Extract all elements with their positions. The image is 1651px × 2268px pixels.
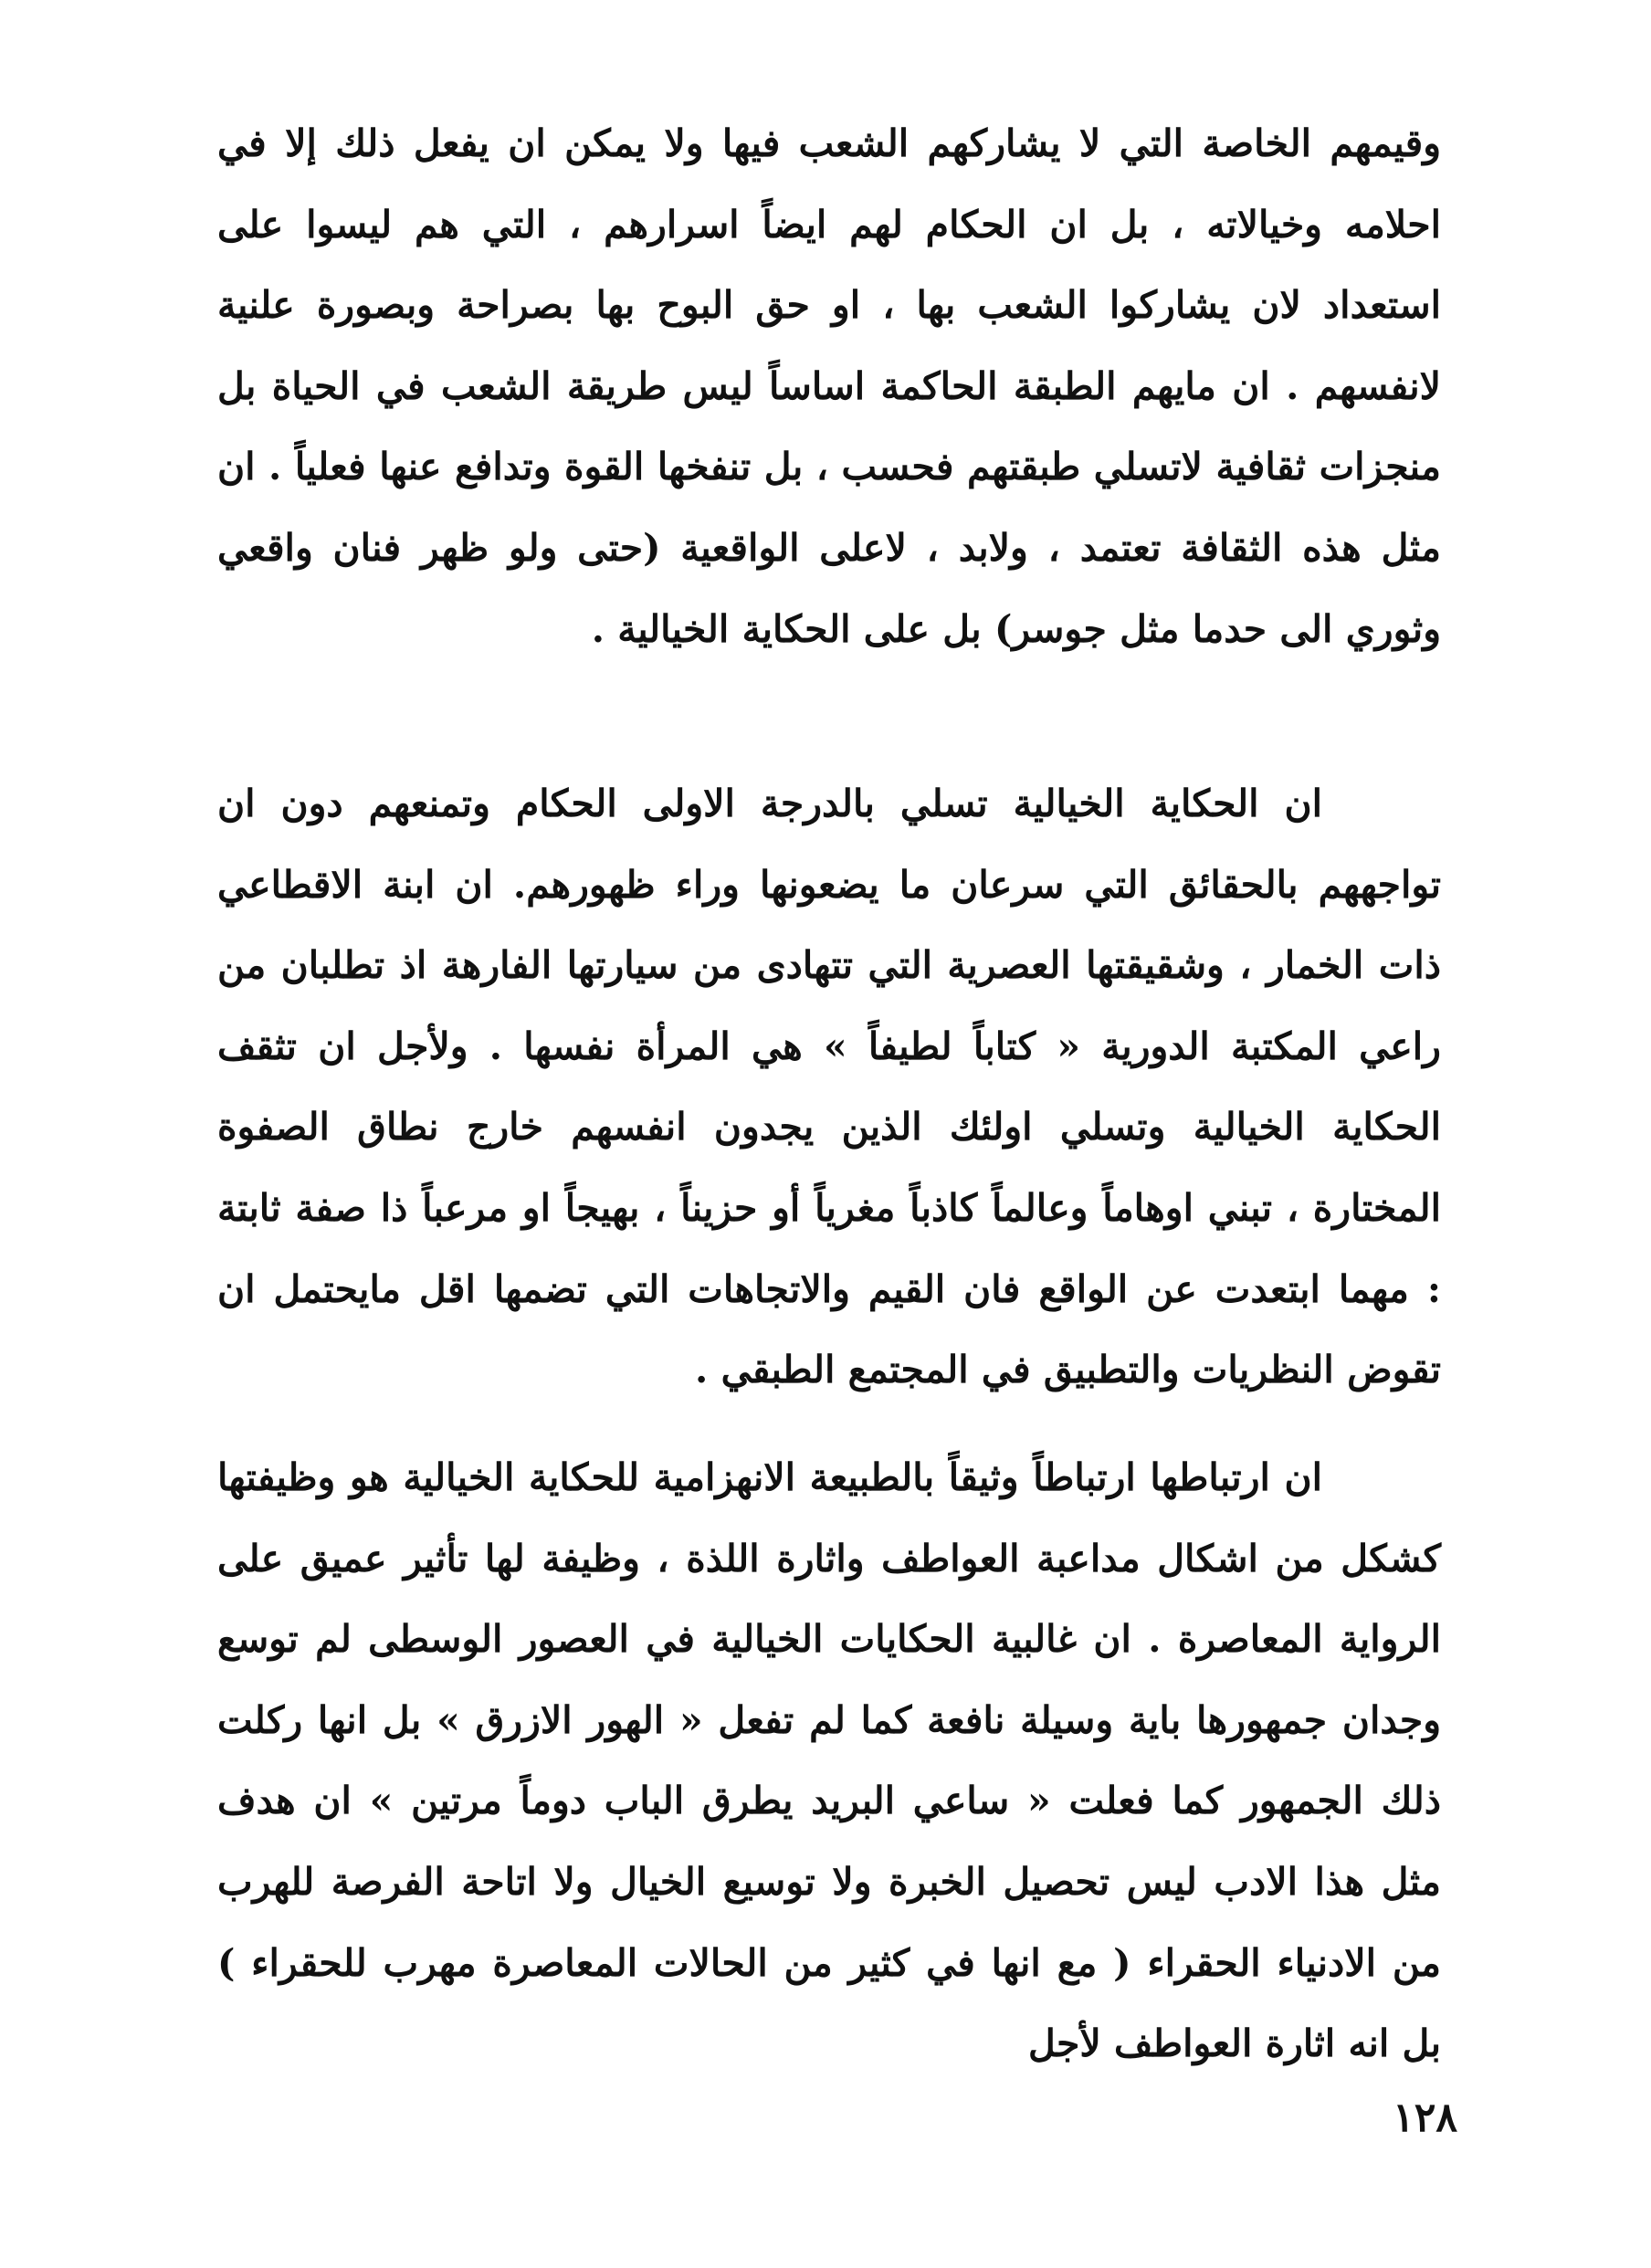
paragraph-2 [217,763,1441,1411]
paragraph-1-text: وقيمهم الخاصة التي لا يشاركهم الشعب فيها ولا يمكن ان يفعل ذلك إلا في احلامه وخيالاته ، بل ان الحكام لهم ايضاً اسرارهم ، التي هم ليسوا على استعداد لان يشاركوا الشعب بها ، او حق البوح بها بصراحة وبصورة علنية لانفسهم . ان مايهم الطبقة الحاكمة اساساً ليس طريقة الشعب في الحياة بل منجزات ثقافية لاتسلي طبقتهم فحسب ، بل تنفخها القوة وتدافع عنها فعلياً . ان مثل هذه الثقافة تعتمد ، ولابد ، لاعلى الواقعية (حتى ولو ظهر فنان واقعي وثوري الى حدما مثل جوسر) بل على الحكاية الخيالية . [217,121,1441,651]
paragraph-3 [217,1437,1441,2084]
paragraph-1 [217,103,1441,669]
page-number: ١٢٨ [1393,2095,1457,2141]
paragraph-3-text: ان ارتباطها ارتباطاً وثيقاً بالطبيعة الانهزامية للحكاية الخيالية هو وظيفتها كشكل من اشكال مداعبة العواطف واثارة اللذة ، وظيفة لها تأثير عميق على الرواية المعاصرة . ان غالبية الحكايات الخيالية في العصور الوسطى لم توسع وجدان جمهورها باية وسيلة نافعة كما لم تفعل « الهور الازرق » بل انها ركلت ذلك الجمهور كما فعلت « ساعي البريد يطرق الباب دوماً مرتين » ان هدف مثل هذا الادب ليس تحصيل الخبرة ولا توسيع الخيال ولا اتاحة الفرصة للهرب من الادنياء الحقراء ( مع انها في كثير من الحالات المعاصرة مهرب للحقراء ) بل انه اثارة العواطف لأجل [217,1455,1441,2066]
paragraph-2-text: ان الحكاية الخيالية تسلي بالدرجة الاولى الحكام وتمنعهم دون ان تواجههم بالحقائق التي سرعان ما يضعونها وراء ظهورهم. ان ابنة الاقطاعي ذات الخمار ، وشقيقتها العصرية التي تتهادى من سيارتها الفارهة اذ تطلبان من راعي المكتبة الدورية « كتاباً لطيفاً » هي المرأة نفسها . ولأجل ان تثقف الحكاية الخيالية وتسلي اولئك الذين يجدون انفسهم خارج نطاق الصفوة المختارة ، تبني اوهاماً وعالماً كاذباً مغرياً أو حزيناً ، بهيجاً او مرعباً ذا صفة ثابتة : مهما ابتعدت عن الواقع فان القيم والاتجاهات التي تضمها اقل مايحتمل ان تقوض النظريات والتطبيق في المجتمع الطبقي . [217,782,1442,1392]
